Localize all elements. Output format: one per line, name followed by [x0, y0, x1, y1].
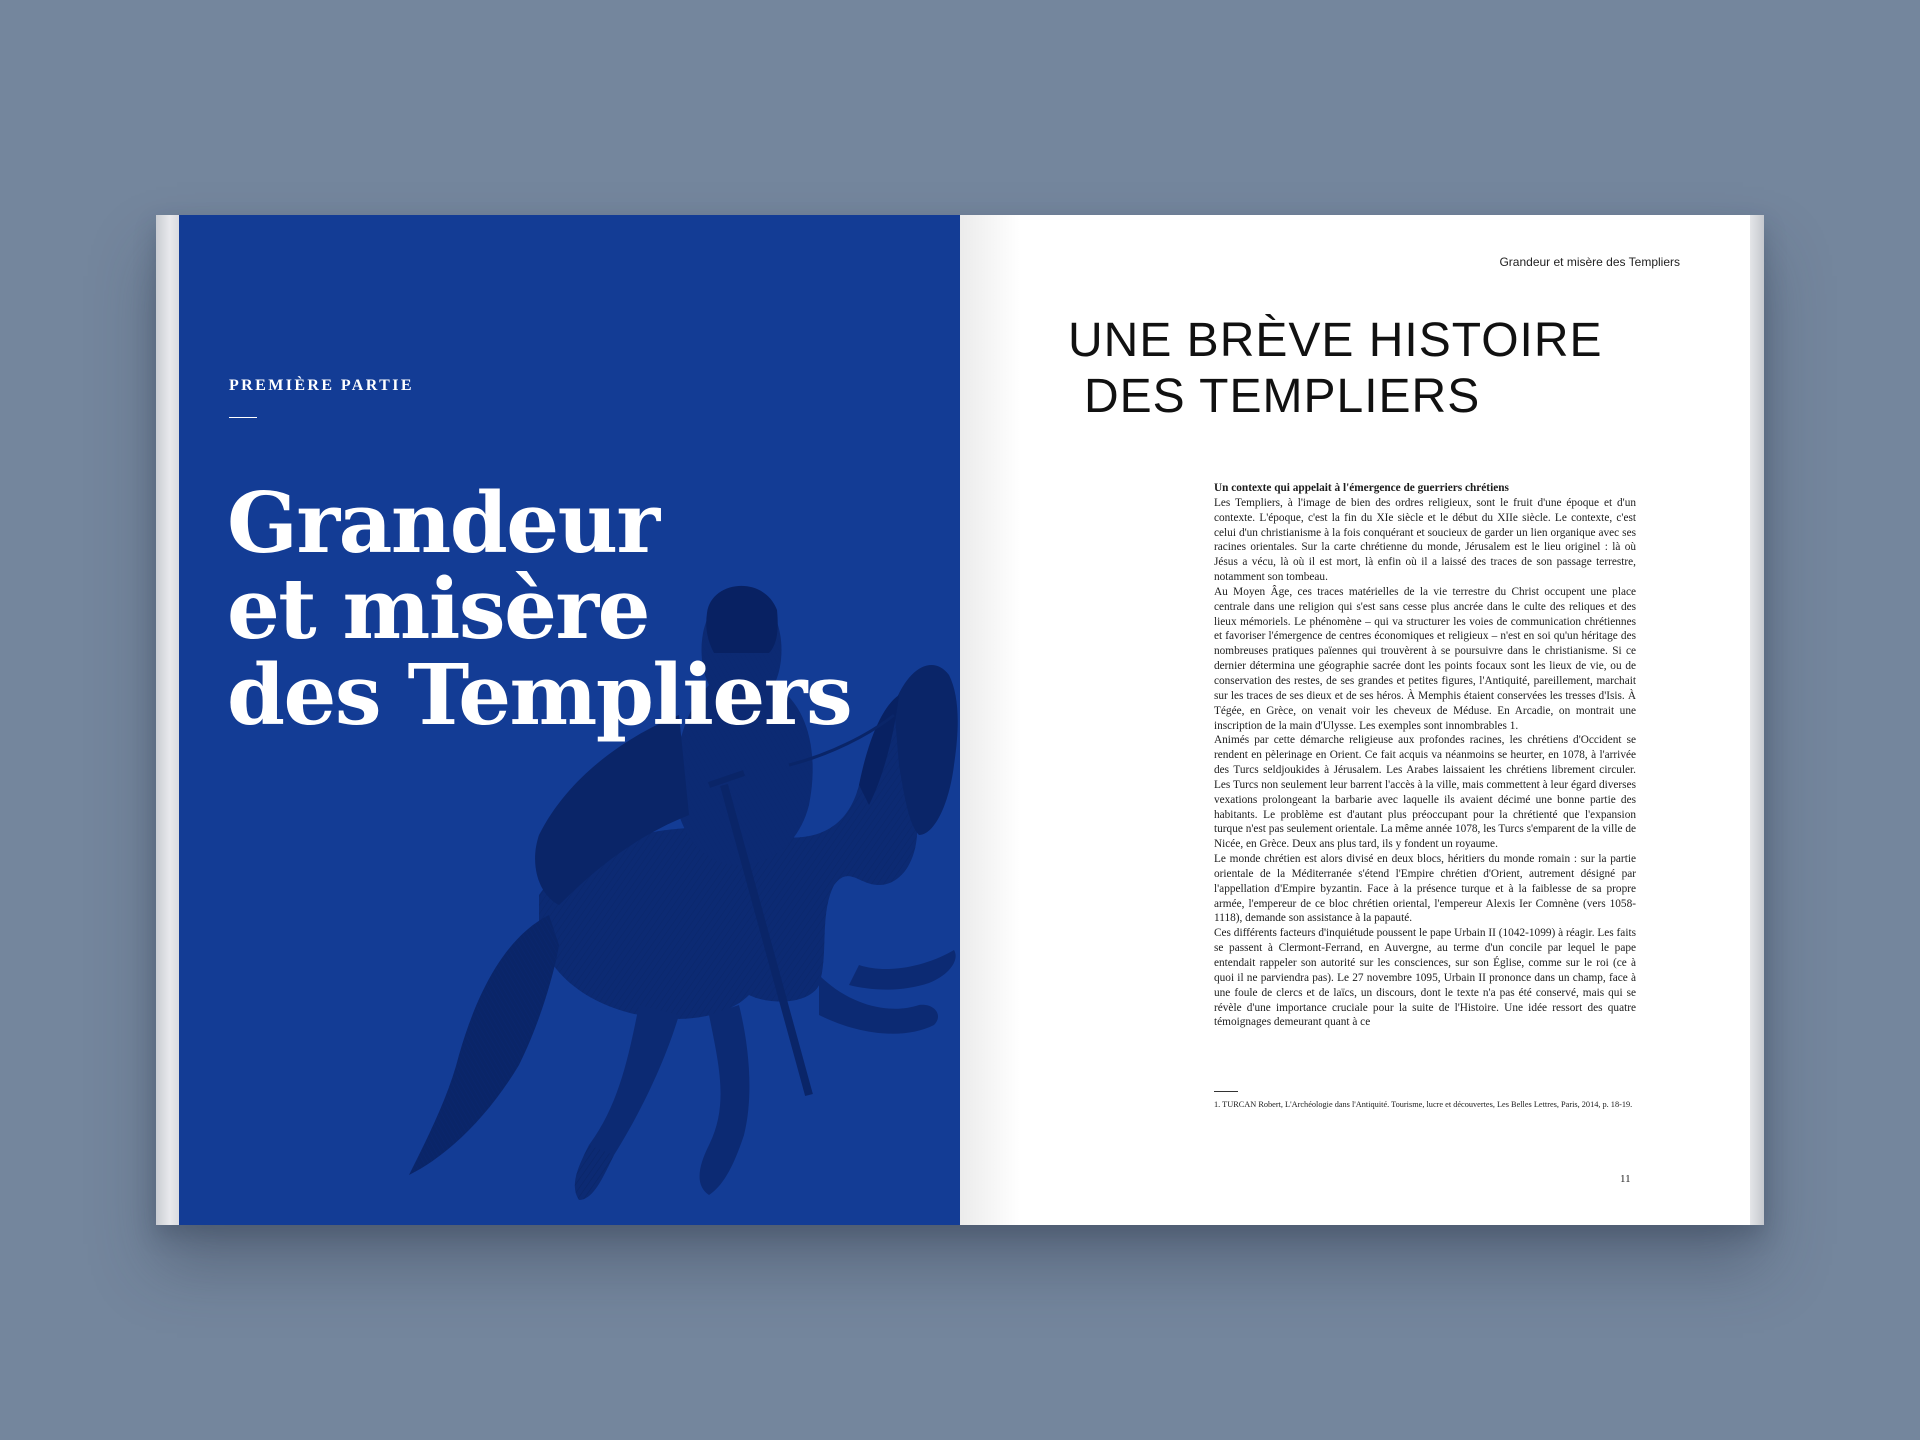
open-book-spread: [156, 215, 1764, 1225]
right-page: [960, 215, 1750, 1225]
book-page-edges-left: [156, 215, 179, 1225]
chapter-title-line: DES TEMPLIERS: [1084, 370, 1481, 423]
chapter-title: [1068, 313, 1668, 425]
chapter-title-line: UNE BRÈVE HISTOIRE: [1068, 314, 1603, 367]
body-paragraph: Au Moyen Âge, ces traces matérielles de la vie terrestre du Christ occupent une place centrale dans une religion qui s'est sans cesse plus ancrée dans le culte des reliques et des lieux mémoriels. Le phénomène – qui va structurer les voies de communication chrétiennes et favoriser l'émergence de centres économiques et religieux – n'est en soi qu'un héritage des nombreuses pratiques païennes qui trouvèrent à se poursuivre dans le christianisme. Si ce dernier détermina une géographie sacrée dont les points focaux sont les lieux de vie, ou de conservation des restes, de ses grandes et petites figures, l'Antiquité, pareillement, marchait sur les traces de ses dieux et de ses héros. À Memphis étaient conservées les tresses d'Isis. À Tégée, en Grèce, on venait voir les cheveux de Méduse. En Arcadie, on montrait une inscription de la main d'Ulysse. Les exemples sont innombrables 1.: [1214, 585, 1636, 732]
page-number: 11: [1620, 1173, 1631, 1185]
running-head: Grandeur et misère des Templiers: [1499, 255, 1680, 269]
part-title-line: et misère: [227, 560, 649, 658]
body-text-column: [1214, 481, 1636, 1030]
part-title: [227, 474, 907, 744]
body-paragraph: Ces différents facteurs d'inquiétude poussent le pape Urbain II (1042-1099) à réagir. Les faits se passent à Clermont-Ferrand, en Auvergne, au terme d'un concile par lequel le pape entendait rappeler son autorité sur les consciences, sur son Église, comme sur le roi (ce à quoi il ne parviendra pas). Le 27 novembre 1095, Urbain II prononce dans un champ, face à une foule de clercs et de laïcs, un discours, dont le texte n'a pas été conservé, mais qui se révèle d'une importance cruciale pour la suite de l'Histoire. Une idée ressort des quatre témoignages demeurant quant à ce: [1214, 927, 1636, 1029]
gutter-shadow: [960, 215, 1020, 1225]
part-label-rule: [229, 417, 257, 418]
left-page: [179, 215, 960, 1225]
body-paragraph: Les Templiers, à l'image de bien des ordres religieux, sont le fruit d'une époque et d'un contexte. L'époque, c'est la fin du XIe siècle et le début du XIIe siècle. Le contexte, c'est celui d'un christianisme à la fois conquérant et soucieux de garder un lien organique avec ses racines orientales. Sur la carte chrétienne du monde, Jérusalem est le lieu originel : là où Jésus a vécu, là où il est mort, là enfin où il a laissé des traces de son passage terrestre, notamment son tombeau.: [1214, 496, 1636, 584]
footnote: 1. TURCAN Robert, L'Archéologie dans l'Antiquité. Tourisme, lucre et découvertes, Les Belles Lettres, Paris, 2014, p. 18-19.: [1214, 1100, 1633, 1109]
part-title-line: des Templiers: [227, 646, 852, 744]
body-paragraph: Animés par cette démarche religieuse aux profondes racines, les chrétiens d'Occident se rendent en pèlerinage en Orient. Ce fait acquis va néanmoins se heurter, en 1078, à l'arrivée des Turcs seldjoukides à Jérusalem. Les Arabes laissaient les chrétiens librement circuler. Les Turcs non seulement leur barrent l'accès à la ville, mais commettent à leur égard diverses vexations prolongeant la barbarie avec laquelle ils avaient décimé une bonne partie des habitants. Le problème est d'autant plus préoccupant pour la chrétienté que l'expansion turque n'est pas seulement orientale. La même année 1078, les Turcs s'emparent de la ville de Nicée, en Grèce. Deux ans plus tard, ils y fondent un royaume.: [1214, 734, 1636, 851]
book-page-edges-right: [1750, 215, 1764, 1225]
body-paragraph: Le monde chrétien est alors divisé en deux blocs, héritiers du monde romain : sur la partie orientale de la Méditerranée s'étend l'Empire chrétien d'Orient, autrement désigné par l'appellation d'Empire byzantin. Face à la présence turque et à la faiblesse de sa propre armée, l'empereur de ce bloc chrétien oriental, l'empereur Alexis Ier Comnène (vers 1058-1118), demande son assistance à la papauté.: [1214, 853, 1636, 925]
section-subheading: Un contexte qui appelait à l'émergence de guerriers chrétiens: [1214, 482, 1509, 494]
footnote-rule: [1214, 1091, 1238, 1092]
part-label: PREMIÈRE PARTIE: [229, 377, 414, 394]
part-title-line: Grandeur: [227, 474, 659, 572]
